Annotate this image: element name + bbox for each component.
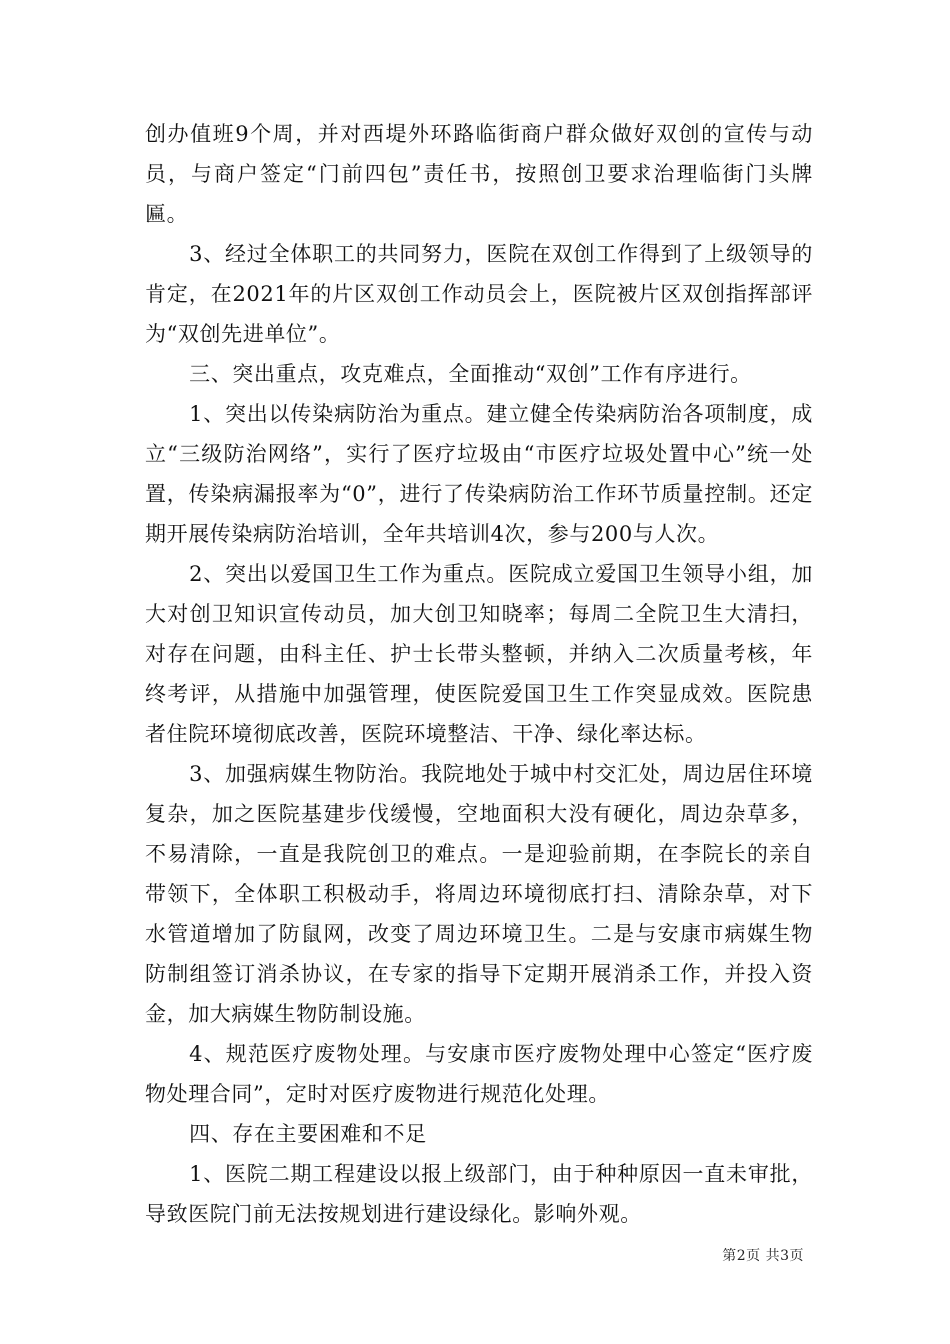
paragraph-item-4-medical-waste: 4、规范医疗废物处理。与安康市医疗废物处理中心签定“医疗废物处理合同”，定时对医疗废物进行规范化处理。 — [145, 1042, 813, 1106]
paragraph-item-1-construction: 1、医院二期工程建设以报上级部门，由于种种原因一直未审批，导致医院门前无法按规划进行建设绿化。影响外观。 — [145, 1162, 813, 1226]
paragraph-item-2-patriotic-health: 2、突出以爱国卫生工作为重点。医院成立爱国卫生领导小组，加大对创卫知识宣传动员，加大创卫知晓率；每周二全院卫生大清扫，对存在问题，由科主任、护士长带头整顿，并纳入二次质量考核，年终考评，从措施中加强管理，使医院爱国卫生工作突显成效。医院患者住院环境彻底改善，医院环境整洁、干净、绿化率达标。 — [145, 562, 813, 746]
paragraph-item-3-vector-control: 3、加强病媒生物防治。我院地处于城中村交汇处，周边居住环境复杂，加之医院基建步伐缓慢，空地面积大没有硬化，周边杂草多，不易清除，一直是我院创卫的难点。一是迎验前期，在李院长的亲自带领下，全体职工积极动手，将周边环境彻底打扫、清除杂草，对下水管道增加了防鼠网，改变了周边环境卫生。二是与安康市病媒生物防制组签订消杀协议，在专家的指导下定期开展消杀工作，并投入资金，加大病媒生物防制设施。 — [145, 762, 813, 1026]
paragraph-continuation: 创办值班9个周，并对西堤外环路临街商户群众做好双创的宣传与动员，与商户签定“门前四包”责任书，按照创卫要求治理临街门头牌匾。 — [145, 122, 813, 226]
paragraph-item-1-infectious-disease: 1、突出以传染病防治为重点。建立健全传染病防治各项制度，成立“三级防治网络”，实行了医疗垃圾由“市医疗垃圾处置中心”统一处置，传染病漏报率为“0”，进行了传染病防治工作环节质量控制。还定期开展传染病防治培训，全年共培训4次，参与200与人次。 — [145, 402, 813, 546]
section-heading-3: 三、突出重点，攻克难点，全面推动“双创”工作有序进行。 — [189, 362, 752, 386]
section-heading-4: 四、存在主要困难和不足 — [189, 1122, 427, 1146]
document-body — [145, 114, 813, 1234]
paragraph-item-3-recognition: 3、经过全体职工的共同努力，医院在双创工作得到了上级领导的肯定，在2021年的片区双创工作动员会上，医院被片区双创指挥部评为“双创先进单位”。 — [145, 242, 813, 346]
page-number: 第2页 共3页 — [722, 1248, 804, 1264]
